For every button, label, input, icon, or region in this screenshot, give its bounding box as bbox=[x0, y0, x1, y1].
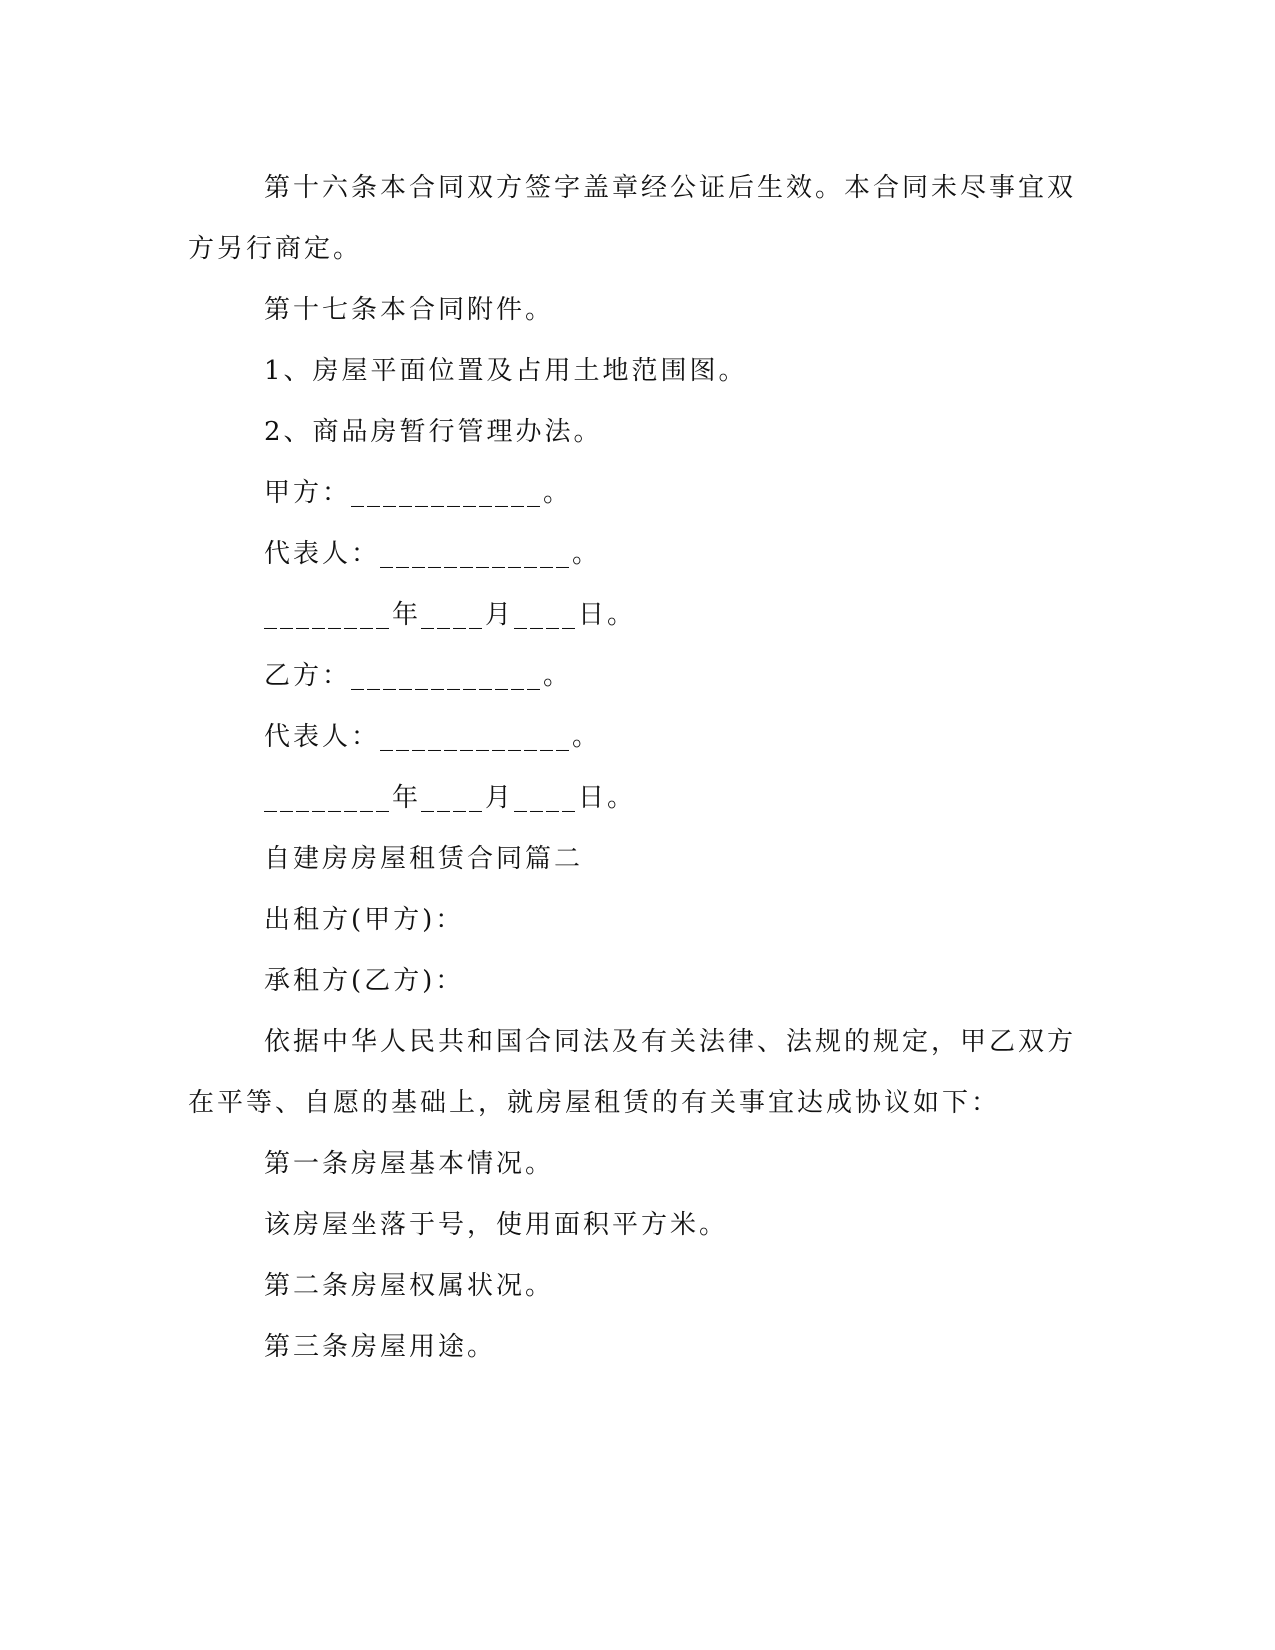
clause-3-paragraph: 第三条房屋用途。 bbox=[264, 1332, 497, 1362]
party-b-date-line: ________年____月____日。 bbox=[264, 783, 637, 813]
attachment-item-1: 1、房屋平面位置及占用土地范围图。 bbox=[264, 356, 748, 386]
clause-17-paragraph: 第十七条本合同附件。 bbox=[264, 295, 555, 325]
agreement-preamble-paragraph: 依据中华人民共和国合同法及有关法律、法规的规定，甲乙双方在平等、自愿的基础上，就房屋租赁的有关事宜达成协议如下： bbox=[188, 1027, 1077, 1118]
party-b-representative-line: 代表人：____________。 bbox=[264, 722, 602, 752]
attachment-item-2: 2、商品房暂行管理办法。 bbox=[264, 417, 603, 447]
party-a-date-line: ________年____月____日。 bbox=[264, 600, 637, 630]
party-a-representative-line: 代表人：____________。 bbox=[264, 539, 602, 569]
lessor-line: 出租方(甲方)： bbox=[264, 905, 465, 935]
clause-2-paragraph: 第二条房屋权属状况。 bbox=[264, 1271, 555, 1301]
clause-16-paragraph: 第十六条本合同双方签字盖章经公证后生效。本合同未尽事宜双方另行商定。 bbox=[188, 173, 1077, 264]
party-b-signature-line: 乙方：____________。 bbox=[264, 661, 573, 691]
party-a-signature-line: 甲方：____________。 bbox=[264, 478, 573, 508]
property-location-paragraph: 该房屋坐落于号，使用面积平方米。 bbox=[264, 1210, 729, 1240]
section-title: 自建房房屋租赁合同篇二 bbox=[264, 844, 584, 874]
document-body bbox=[188, 158, 1078, 1378]
clause-1-paragraph: 第一条房屋基本情况。 bbox=[264, 1149, 555, 1179]
lessee-line: 承租方(乙方)： bbox=[264, 966, 465, 996]
